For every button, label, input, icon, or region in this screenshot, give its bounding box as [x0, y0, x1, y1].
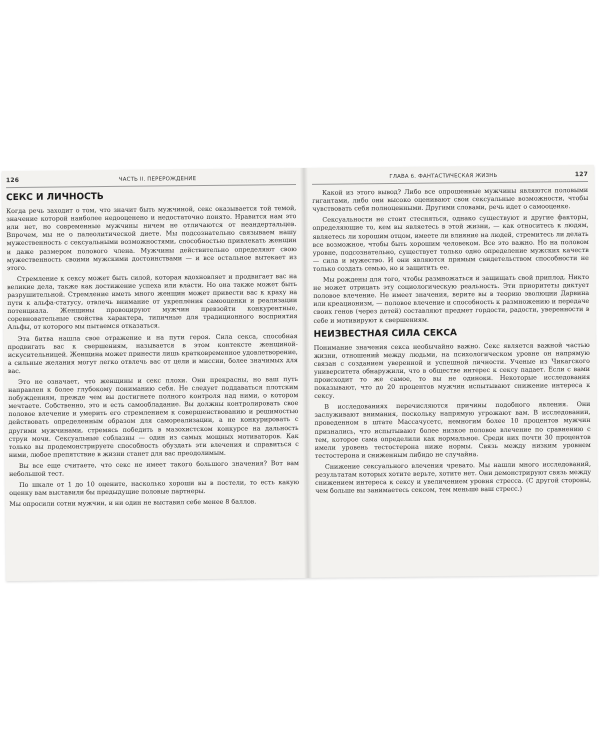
paragraph: Какой из этого вывод? Либо все опрошенные мужчины являются половыми гигантами, либо они высоко оценивают свои сексуальные возможности, чтобы чувствовать себя полноценными. Другими словами, речь идет о самооценке.: [312, 187, 589, 214]
right-page: [312, 171, 592, 574]
left-page-number: 126: [5, 176, 20, 185]
paragraph: Снижение сексуального влечения чревато. Мы нашли много исследований, результатам которых хотите верьте, хотите нет. Они демонстрируют связь между снижением интереса к сексу и увеличением уровня стресса. (С другой стороны, чем больше вы занимаетесь сексом, тем меньше ваш стресс.): [315, 460, 592, 496]
paragraph: Мы рождены для того, чтобы размножаться и защищать свой приплод. Никто не может отрицать эту социологическую реальность. Эти приоритеты диктует половое влечение. Не имеет значения, верите вы в теорию эволюции Дарвина или креационизм, — половое влечение и способность к размножению и передаче своих генов (через детей) составляют предмет гордости, радости, уверенности в себе и мотивируют к свершениям.: [313, 273, 590, 325]
right-running-title: ГЛАВА 6. ФАНТАСТИЧЕСКАЯ ЖИЗНЬ: [389, 172, 498, 181]
paragraph: Стремление к сексу может быть силой, которая вдохновляет и продвигает вас на великие дела, также как достижение успеха или власти. Но она также может быть разрушительной. Стремление иметь много женщин может привести вас к краху на пути к альфа-статусу, отвлечь внимание от укрепления самооценки и реализации потенциала. Женщины провоцируют мужчин превзойти конкурентные, соревновательные свойства характера, типичные для традиционного восприятия Альфы, от которого мы пытаемся отказаться.: [7, 272, 298, 332]
left-running-title: ЧАСТЬ II. ПЕРЕРОЖДЕНИЕ: [118, 176, 197, 183]
left-page: [6, 174, 300, 577]
right-body-top: [312, 187, 589, 325]
paragraph: Это не означает, что женщины и секс плохи. Они прекрасны, но ваш путь направлен к более глубокому пониманию себя. Не следует поддаваться плотским побуждениям, прежде чем вы достигнете полного контроля над ними, о котором мечтаете. Собственно, это и есть самообладание. Вы должны контролировать свое половое влечение и умерить его стремлением к совершенствованию и решимостью действовать определенным образом для самореализации, а не конкурировать с другими мужчинами, стремясь победить в мазохистском конкурсе на дальность струи мочи. Сексуальные соблазны — один из самых мощных мотиваторов. Как только вы продемонстрируете способность обуздать эти влечения и справиться с ними, любое препятствие в жизни станет для вас преодолимым.: [8, 375, 299, 459]
paragraph: Эта битва нашла свое отражение и на пути героя. Сила секса, способная продвигать вас к свершениям, называется в этом контексте женщиной-искусительницей. Женщина может принести лишь кратковременное удовлетворение, а сильные желания могут легко отвлечь вас от цели и миссии, более значимых для вас.: [7, 332, 298, 375]
section-title-sex-and-personality: СЕКС И ЛИЧНОСТЬ: [6, 192, 104, 204]
book-gutter: [300, 168, 312, 578]
right-running-head: [312, 171, 588, 185]
book-spread: [2, 165, 598, 581]
right-body-bottom: [314, 342, 592, 497]
left-running-head: [6, 174, 296, 188]
paragraph: Сексуальности не стоит стесняться, однако существуют и другие факторы, определяющие то, кем вы являетесь в этой жизни, — как относитесь к людям, являетесь ли хорошим отцом, имеете ли влияние на людей, стремитесь ли делать все возможное, чтобы быть хорошим человеком. Все это важно. Но на половом уровне, подсознательно, существует только одно определение мужских качеств — сила и мужество. И они являются прямым свидетельством способности не только создать семью, но и защитить ее.: [312, 214, 589, 273]
right-page-number: 127: [574, 170, 588, 179]
left-body: [6, 205, 299, 509]
paragraph: Когда речь заходит о том, что значит быть мужчиной, секс оказывается той темой, значение которой наиболее недооценено и недостаточно понято. Нравится нам это или нет, но современные мужчины ничем не отличаются от неандертальцев. Впрочем, мы не о палеолитической диете. Мы подсознательно связываем нашу мужественность с сексуальными возможностями, способностью привлекать женщин и даже размером полового члена. Мужчины действительно определяют свою мужественность своими мужскими достоинствами — и все остальное вытекает из этого.: [6, 205, 297, 272]
paragraph: По шкале от 1 до 10 оцените, насколько хороши вы в постели, то есть какую оценку вам выставили бы предыдущие половые партнеры.: [9, 479, 300, 498]
section-title-unknown-power: НЕИЗВЕСТНАЯ СИЛА СЕКСА: [313, 327, 457, 340]
paragraph: В исследованиях перечисляются причины подобного явления. Они заслуживают внимания, поскольку напрямую угрожают вам. В исследовании, проведенном в штате Массачусетс, немногим более 10 процентов мужчин признались, что испытывают более низкое половое влечение по сравнению с тем, которое сама определили как нормальное. Среди них почти 30 процентов имели уровень тестостерона ниже нормы. Связь между низким уровнем тестостерона и сниженным либидо не случайна.: [314, 401, 591, 460]
paragraph: Мы опросили сотни мужчин, и ни один не выставил себе менее 8 баллов.: [9, 498, 257, 509]
paragraph: Понимание значения секса необычайно важно. Секс является важной частью жизни, отношений между людьми, на психологическом уровне он напрямую связан с созданием уверенной и успешной личности. Ученые из Чикагского университета обнаружили, что в обществе интерес к сексу падает. Если с вами происходит то же самое, то вы не одиноки. Некоторые исследования показывают, что до 20 процентов мужчин испытывают снижение интереса к сексу.: [313, 341, 591, 401]
paragraph: Вы все еще считаете, что секс не имеет такого большого значения? Вот вам небольшой тест.: [9, 459, 299, 479]
